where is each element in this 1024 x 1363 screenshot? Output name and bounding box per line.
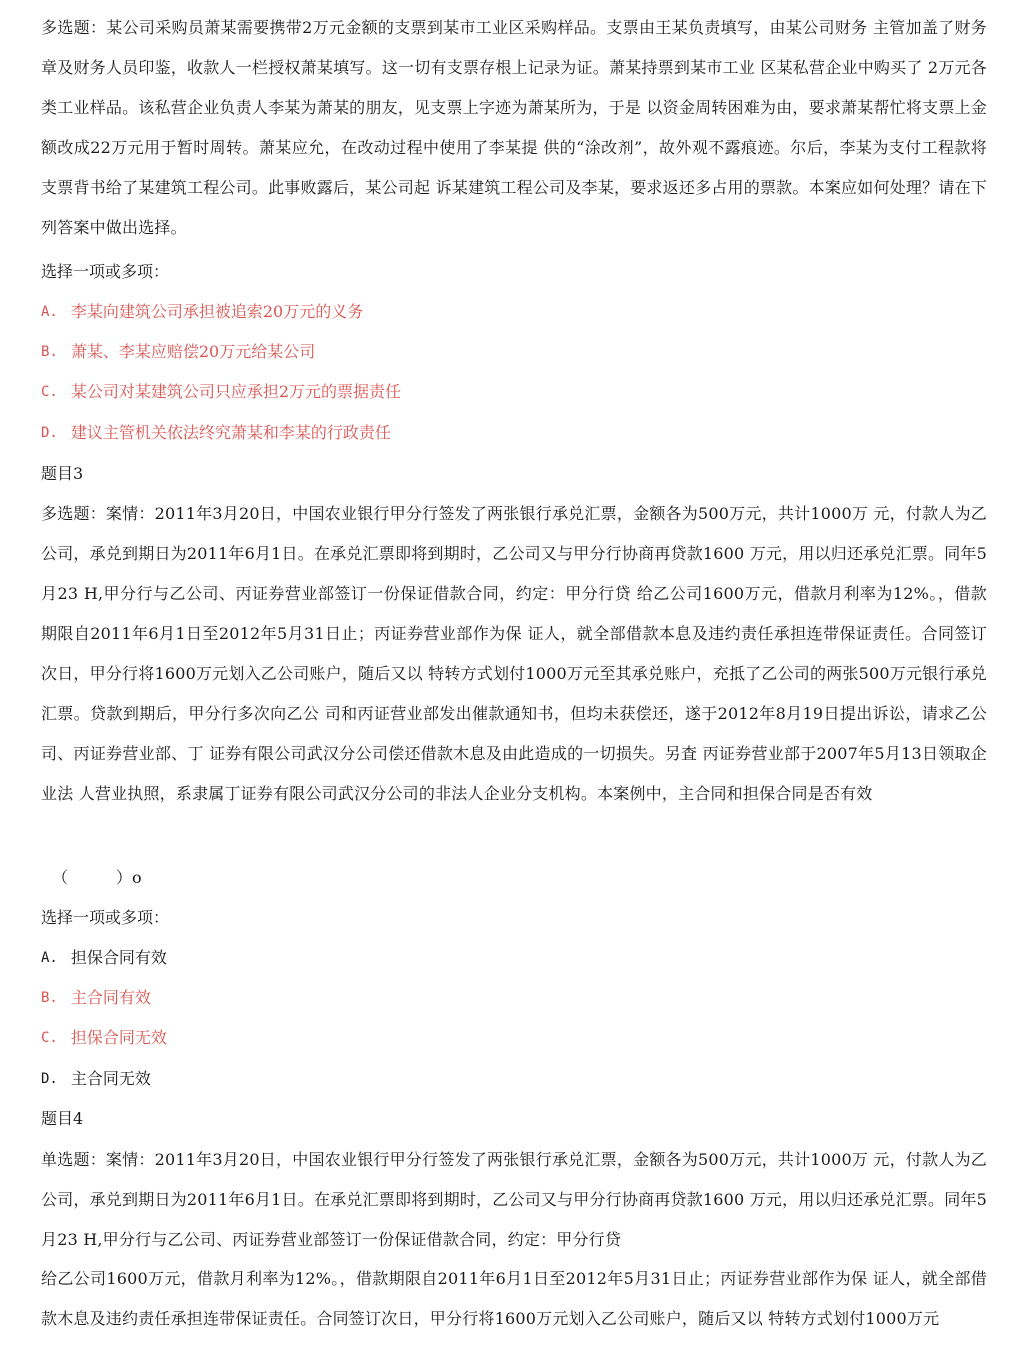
question-3-stem: 多选题：案情：2011年3月20日，中国农业银行甲分行签发了两张银行承兑汇票，金额各为500万元，共计1000万 元，付款人为乙公司，承兑到期日为2011年6月1日。在承兑汇票即将到期时，乙公司又与甲分行协商再贷款1600 万元，用以归还承兑汇票。同年5月23 H,甲分行与乙公司、丙证券营业部签订一份保证借款合同，约定：甲分行贷 给乙公司1600万元，借款月利率为12%。，借款期限自2011年6月1日至2012年5月31日止；丙证券营业部作为保 证人，就全部借款本息及违约责任承担连带保证责任。合同签订次日，甲分行将1600万元划入乙公司账户，随后又以 特转方式划付1000万元至其承兑账户，充抵了乙公司的两张500万元银行承兑汇票。贷款到期后，甲分行多次向乙公 司和丙证营业部发出催款通知书，但均未获偿还，遂于2012年8月19日提出诉讼，请求乙公司、丙证券营业部、丁 证券有限公司武汉分公司偿还借款木息及由此造成的一切损失。另査 丙证券营业部于2007年5月13日领取企业法 人营业执照，系隶属丁证券有限公司武汉分公司的非法人企业分支机构。本案例中，主合同和担保合同是否有效 — [41, 504, 987, 803]
question-2-option-a[interactable] — [41, 300, 363, 324]
option-text: 担保合同无效 — [70, 1028, 167, 1047]
question-2-option-c[interactable] — [41, 380, 401, 404]
option-letter: C. — [41, 384, 58, 400]
question-3-option-b[interactable] — [41, 986, 151, 1010]
option-text: 萧某、李某应赔偿20万元给某公司 — [70, 342, 316, 361]
option-text: 主合同无效 — [70, 1069, 151, 1088]
option-letter: A. — [41, 950, 58, 966]
question-3-prompt: 选择一项或多项： — [41, 908, 170, 927]
option-letter: D. — [41, 1071, 58, 1087]
question-3-option-d[interactable] — [41, 1067, 151, 1091]
question-3-option-c[interactable] — [41, 1026, 167, 1050]
option-letter: C. — [41, 1030, 58, 1046]
question-3-heading: 题目3 — [41, 464, 84, 483]
question-4-heading: 题目4 — [41, 1109, 84, 1128]
option-text: 李某向建筑公司承担被追索20万元的义务 — [70, 302, 364, 321]
option-text: 某公司对某建筑公司只应承担2万元的票据责任 — [70, 382, 402, 401]
option-letter: B. — [41, 990, 58, 1006]
option-text: 建议主管机关依法终究萧某和李某的行政责任 — [70, 423, 391, 442]
question-2-stem: 多选题：某公司采购员萧某需要携带2万元金额的支票到某市工业区采购样品。支票由王某负责填写，由某公司财务 主管加盖了财务章及财务人员印鉴，收款人一栏授权萧某填写。这一切有支票存根上记录为证。萧某持票到某市工业 区某私营企业中购买了 2万元各类工业样品。该私营企业负责人李某为萧某的朋友，见支票上字迹为萧某所为，于是 以资金周转困难为由，要求萧某帮忙将支票上金额改成22万元用于暂时周转。萧某应允，在改动过程中使用了李某提 供的“涂改剂”，故外观不露痕迹。尔后，李某为支付工程款将支票背书给了某建筑工程公司。此事败露后，某公司起 诉某建筑工程公司及李某，要求返还多占用的票款。本案应如何处理？请在下列答案中做出选择。 — [41, 18, 987, 237]
option-text: 担保合同有效 — [70, 948, 167, 967]
question-4-stem-part2: 给乙公司1600万元，借款月利率为12%。，借款期限自2011年6月1日至2012年5月31日止；丙证券营业部作为保 证人，就全部借款木息及违约责任承担连带保证责任。合同签订次日，甲分行将1600万元划入乙公司账户，随后又以 特转方式划付1000万元 — [41, 1269, 987, 1328]
question-2-option-b[interactable] — [41, 340, 315, 364]
question-3-blank: （ ）o — [52, 868, 142, 887]
question-3-option-a[interactable] — [41, 946, 167, 970]
option-letter: B. — [41, 344, 58, 360]
option-letter: A. — [41, 304, 58, 320]
question-4-stem-part1: 单选题：案情：2011年3月20日，中国农业银行甲分行签发了两张银行承兑汇票，金额各为500万元，共计1000万 元，付款人为乙公司，承兑到期日为2011年6月1日。在承兑汇票即将到期时，乙公司又与甲分行协商再贷款1600 万元，用以归还承兑汇票。同年5月23 H,甲分行与乙公司、丙证券营业部签订一份保证借款合同，约定：甲分行贷 — [41, 1150, 987, 1249]
question-2-option-d[interactable] — [41, 421, 391, 445]
question-2-prompt: 选择一项或多项： — [41, 262, 170, 281]
option-text: 主合同有效 — [70, 988, 151, 1007]
option-letter: D. — [41, 425, 58, 441]
